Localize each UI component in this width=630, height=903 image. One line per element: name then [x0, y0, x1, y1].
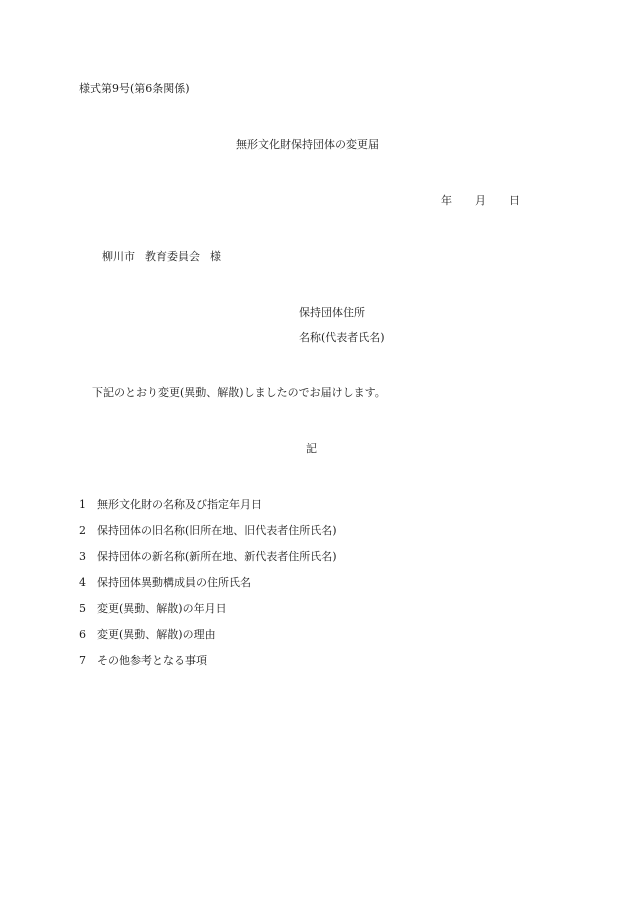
document-title: 無形文化財保持団体の変更届: [236, 138, 379, 151]
form-number: 様式第9号(第6条関係): [79, 82, 190, 95]
intro-text: 下記のとおり変更(異動、解散)しましたのでお届けします。: [92, 386, 386, 399]
item-number: 2: [79, 524, 86, 537]
date-line: [441, 195, 520, 206]
year-label: 年: [441, 194, 452, 207]
list-item: [79, 551, 337, 577]
item-number: 7: [79, 654, 86, 667]
list-item: [79, 525, 337, 551]
addressee: [102, 251, 221, 262]
addressee-honorific: 様: [210, 250, 221, 263]
item-text: 変更(異動、解散)の理由: [97, 628, 216, 641]
list-item: [79, 655, 337, 681]
item-number: 6: [79, 628, 86, 641]
item-text: その他参考となる事項: [97, 654, 207, 667]
day-label: 日: [509, 194, 520, 207]
item-text: 変更(異動、解散)の年月日: [97, 602, 227, 615]
item-number: 1: [79, 498, 86, 511]
month-label: 月: [475, 194, 486, 207]
list-item: [79, 629, 337, 655]
list-item: [79, 577, 337, 603]
item-list: [79, 499, 337, 681]
sender-name-label: 名称(代表者氏名): [299, 331, 385, 344]
item-number: 4: [79, 576, 86, 589]
list-item: [79, 603, 337, 629]
item-text: 無形文化財の名称及び指定年月日: [97, 498, 262, 511]
item-text: 保持団体の旧名称(旧所在地、旧代表者住所氏名): [97, 524, 337, 537]
item-number: 3: [79, 550, 86, 563]
item-text: 保持団体異動構成員の住所氏名: [97, 576, 251, 589]
addressee-board: 教育委員会: [145, 250, 200, 263]
sender-address-label: 保持団体住所: [299, 306, 365, 319]
ki-heading: 記: [306, 442, 317, 455]
list-item: [79, 499, 337, 525]
addressee-city: 柳川市: [102, 250, 135, 263]
item-number: 5: [79, 602, 86, 615]
item-text: 保持団体の新名称(新所在地、新代表者住所氏名): [97, 550, 337, 563]
